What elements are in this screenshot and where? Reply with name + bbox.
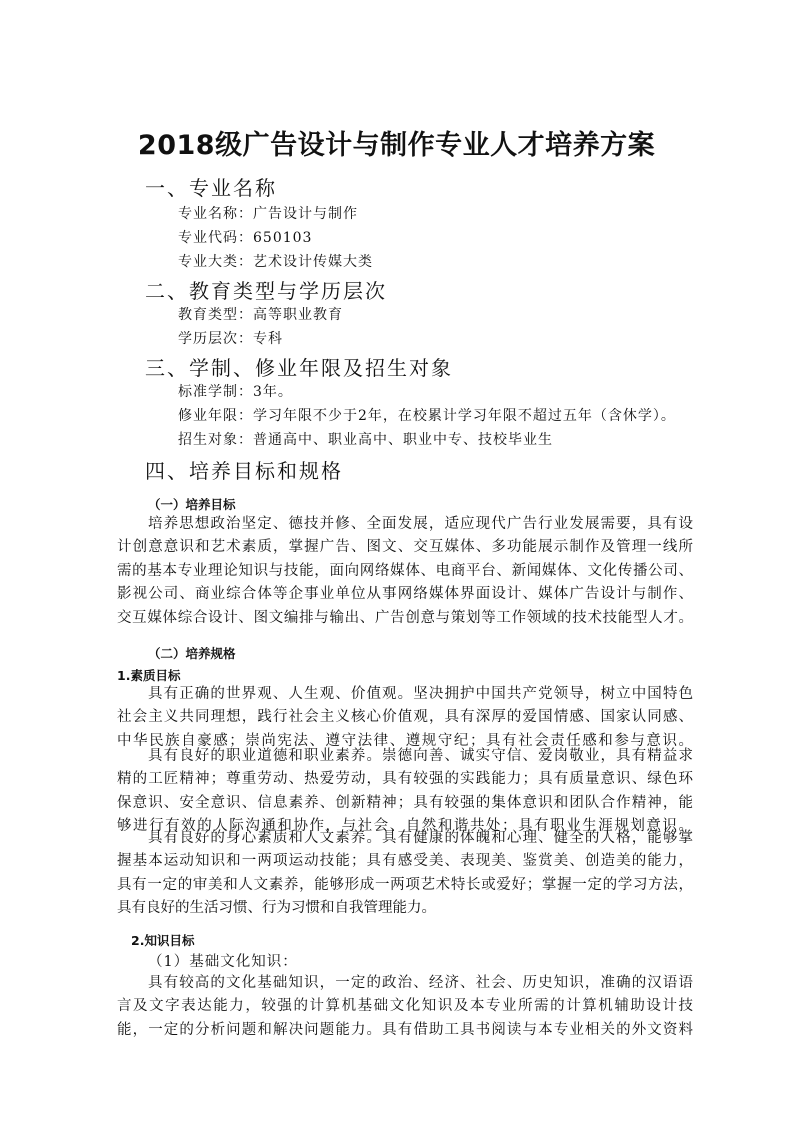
training-objectives-paragraph (117, 513, 693, 630)
enrollment-target-line: 招生对象：普通高中、职业高中、职业中专、技校毕业生 (178, 432, 553, 448)
education-type-line: 教育类型：高等职业教育 (178, 307, 343, 323)
subheading-quality-goals: 1.素质目标 (117, 668, 181, 683)
paragraph-line: 言及文字表达能力，较强的计算机基础文化知识及本专业所需的计算机辅助设计技 (117, 998, 693, 1015)
major-category-line: 专业大类：艺术设计传媒大类 (178, 254, 373, 270)
major-code-line: 专业代码：650103 (178, 230, 313, 246)
paragraph-line: 计创意意识和艺术素质，掌握广告、图文、交互媒体、多功能展示制作及管理一线所 (117, 539, 693, 556)
section-heading-education-type: 二、教育类型与学历层次 (145, 279, 387, 303)
subheading-basic-knowledge: （1）基础文化知识： (148, 954, 298, 970)
subheading-knowledge-goals: 2.知识目标 (131, 933, 195, 948)
major-name-line: 专业名称：广告设计与制作 (178, 206, 358, 222)
paragraph-line: 影视公司、商业综合体等企事业单位从事网络媒体界面设计、媒体广告设计与制作、 (117, 586, 693, 603)
paragraph-line: 精的工匠精神；尊重劳动、热爱劳动，具有较强的实践能力；具有质量意识、绿色环 (117, 771, 693, 788)
paragraph-line: 具有正确的世界观、人生观、价值观。坚决拥护中国共产党领导，树立中国特色 (148, 686, 693, 702)
paragraph-line: 具有较高的文化基础知识，一定的政治、经济、社会、历史知识，准确的汉语语 (148, 975, 693, 991)
paragraph-line: 具有良好的生活习惯、行为习惯和自我管理能力。 (117, 900, 436, 917)
paragraph-line: 中华民族自豪感；崇尚宪法、遵守法律、遵规守纪；具有社会责任感和参与意识。 (117, 732, 693, 749)
paragraph-line: 握基本运动知识和一两项运动技能；具有感受美、表现美、鉴赏美、创造美的能力， (117, 853, 693, 870)
paragraph-line: 社会主义共同理想，践行社会主义核心价值观，具有深厚的爱国情感、国家认同感、 (117, 709, 693, 726)
standard-duration-line: 标准学制：3年。 (178, 384, 293, 400)
paragraph-line: 具有良好的身心素质和人文素养。具有健康的体魄和心理、健全的人格，能够掌 (148, 830, 693, 846)
quality-paragraph-2 (117, 745, 693, 839)
quality-paragraph-1 (117, 683, 693, 753)
page-title: 2018级广告设计与制作专业人才培养方案 (137, 130, 656, 161)
subheading-training-specs: （二）培养规格 (148, 646, 236, 661)
paragraph-line: 具有良好的职业道德和职业素养。崇德向善、诚实守信、爱岗敬业，具有精益求 (148, 748, 693, 764)
section-heading-major-name: 一、专业名称 (145, 176, 277, 200)
paragraph-line: 具有一定的审美和人文素养，能够形成一两项艺术特长或爱好；掌握一定的学习方法， (117, 876, 693, 893)
quality-paragraph-3 (117, 827, 693, 921)
paragraph-line: 够进行有效的人际沟通和协作，与社会、自然和谐共处；具有职业生涯规划意识。 (117, 818, 693, 835)
subheading-training-objectives: （一）培养目标 (148, 497, 236, 512)
education-level-line: 学历层次：专科 (178, 331, 283, 347)
paragraph-line: 交互媒体综合设计、图文编排与输出、广告创意与策划等工作领域的技术技能型人才。 (117, 609, 693, 626)
paragraph-line: 能，一定的分析问题和解决问题能力。具有借助工具书阅读与本专业相关的外文资料 (117, 1021, 693, 1038)
paragraph-line: 保意识、安全意识、信息素养、创新精神；具有较强的集体意识和团队合作精神，能 (117, 794, 693, 811)
paragraph-line: 需的基本专业理论知识与技能，面向网络媒体、电商平台、新闻媒体、文化传播公司、 (117, 562, 693, 579)
knowledge-paragraph-1 (117, 972, 693, 1042)
paragraph-line: 培养思想政治坚定、德技并修、全面发展，适应现代广告行业发展需要，具有设 (148, 516, 693, 532)
section-heading-duration: 三、学制、修业年限及招生对象 (145, 356, 453, 380)
section-heading-objectives: 四、培养目标和规格 (145, 459, 343, 483)
study-duration-line: 修业年限：学习年限不少于2年，在校累计学习年限不超过五年（含休学）。 (178, 408, 676, 424)
